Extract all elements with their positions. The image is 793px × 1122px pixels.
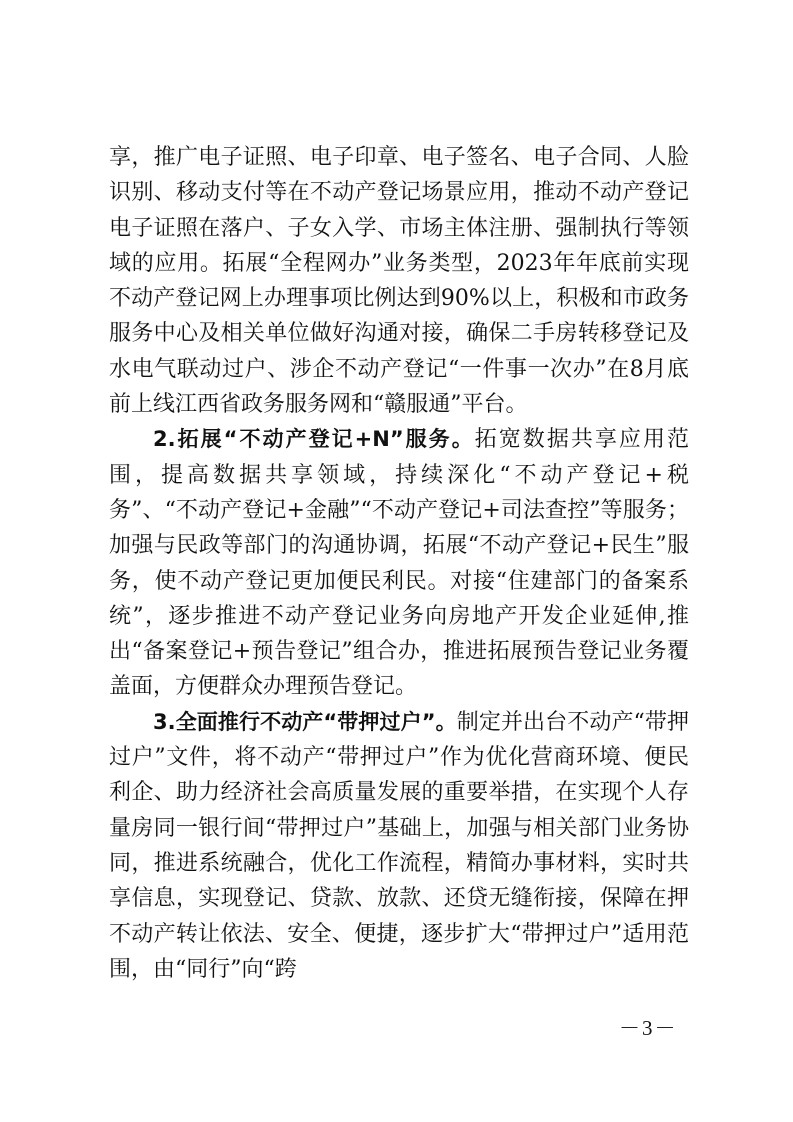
paragraph-1-text: 享，推广电子证照、电子印章、电子签名、电子合同、人脸识别、移动支付等在不动产登记场景应用，推动不动产登记电子证照在落户、子女入学、市场主体注册、强制执行等领域的应用。拓展“全程网办”业务类型，2023年年底前实现不动产登记网上办理事项比例达到90%以上，积极和市政务服务中心及相关单位做好沟通对接，确保二手房转移登记及水电气联动过户、涉企不动产登记“一件事一次办”在8月底前上线江西省政务服务网和“赣服通”平台。 bbox=[109, 145, 689, 418]
paragraph-2-text: 拓宽数据共享应用范围，提高数据共享领域，持续深化“不动产登记+税务”、“不动产登记+金融”“不动产登记+司法查控”等服务；加强与民政等部门的沟通协调，拓展“不动产登记+民生”服务，使不动产登记更加便民利民。对接“住建部门的备案系统”，逐步推进不动产登记业务向房地产开发企业延伸,推出“备案登记+预告登记”组合办，推进拓展预告登记业务覆盖面，方便群众办理预告登记。 bbox=[109, 427, 689, 700]
paragraph-1 bbox=[109, 140, 689, 422]
body-text bbox=[109, 140, 689, 987]
page-number: －3－ bbox=[619, 1016, 678, 1040]
paragraph-2 bbox=[109, 422, 689, 704]
section-heading-3: 3.全面推行不动产“带押过户”。 bbox=[153, 709, 457, 734]
section-heading-2: 2.拓展“不动产登记+N”服务。 bbox=[153, 427, 475, 452]
paragraph-3 bbox=[109, 705, 689, 987]
paragraph-3-text: 制定并出台不动产“带押过户”文件，将不动产“带押过户”作为优化营商环境、便民利企、助力经济社会高质量发展的重要举措，在实现个人存量房同一银行间“带押过户”基础上，加强与相关部门业务协同，推进系统融合，优化工作流程，精简办事材料，实时共享信息，实现登记、贷款、放款、还贷无缝衔接，保障在押不动产转让依法、安全、便捷，逐步扩大“带押过户”适用范围，由“同行”向“跨 bbox=[109, 709, 690, 982]
